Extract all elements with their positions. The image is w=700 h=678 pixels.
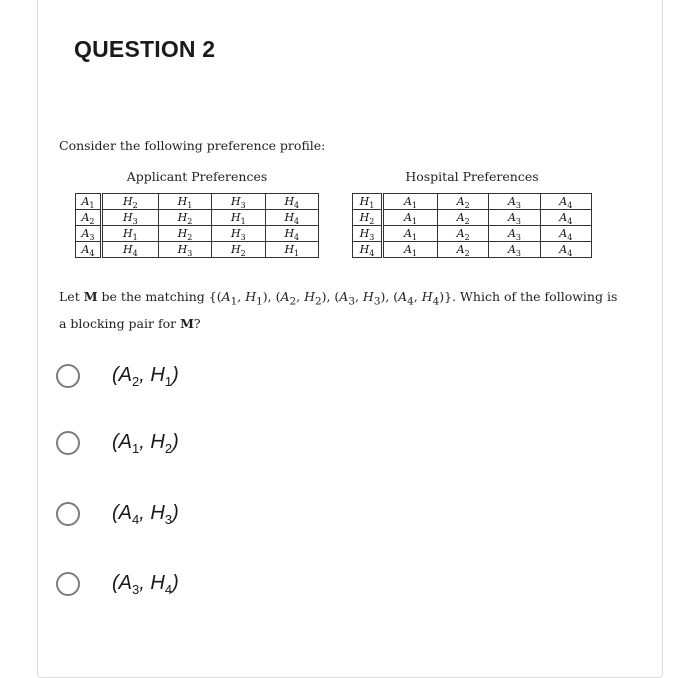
- applicant-cell: $H_3$: [102, 210, 159, 226]
- applicant-cell: $H_2$: [212, 242, 265, 258]
- hospital-table-caption: Hospital Preferences: [405, 169, 539, 184]
- hospital-row: [353, 194, 592, 210]
- applicant-cell: $H_1$: [265, 242, 318, 258]
- question-title: QUESTION 2: [74, 36, 216, 62]
- applicant-cell: $H_4$: [102, 242, 159, 258]
- hospital-cell: $H_1$: [353, 194, 383, 210]
- answer-option-4[interactable]: [56, 569, 179, 599]
- applicant-cell: $H_1$: [212, 210, 265, 226]
- applicant-row: [76, 226, 319, 242]
- applicant-cell: $H_3$: [212, 194, 265, 210]
- applicant-row: [76, 210, 319, 226]
- question-end: ?: [193, 315, 201, 331]
- applicant-cell: $H_4$: [265, 210, 318, 226]
- answer-option-2[interactable]: [56, 428, 179, 458]
- question-mid: be the matching {($A_1$, $H_1$), ($A_2$, $H_2$), ($A_3$, $H_3$), ($A_4$, $H_4$)}. Which of the following is a blocking pair for: [59, 289, 618, 331]
- matching-symbol-2: M: [180, 315, 194, 331]
- answer-option-label: ($A_2$, $H_1$): [112, 363, 179, 389]
- intro-text: Consider the following preference profile:: [59, 138, 326, 153]
- applicant-cell: $A_4$: [76, 242, 102, 258]
- hospital-cell: $A_3$: [489, 210, 540, 226]
- hospital-cell: $A_4$: [540, 194, 591, 210]
- applicant-row: [76, 242, 319, 258]
- hospital-cell: $A_3$: [489, 194, 540, 210]
- question-pre: Let: [59, 289, 80, 304]
- applicant-cell: $A_1$: [76, 194, 102, 210]
- applicant-cell: $A_3$: [76, 226, 102, 242]
- answer-option-1[interactable]: [56, 361, 179, 391]
- answer-option-3[interactable]: [56, 499, 179, 529]
- hospital-cell: $A_1$: [383, 194, 438, 210]
- hospital-cell: $A_4$: [540, 226, 591, 242]
- hospital-cell: $A_2$: [437, 226, 488, 242]
- hospital-cell: $A_2$: [437, 210, 488, 226]
- applicant-cell: $H_1$: [158, 194, 211, 210]
- hospital-cell: $A_1$: [383, 226, 438, 242]
- hospital-row: [353, 210, 592, 226]
- hospital-cell: $A_2$: [437, 242, 488, 258]
- applicant-cell: $A_2$: [76, 210, 102, 226]
- radio-circle-icon[interactable]: [56, 572, 80, 596]
- hospital-row: [353, 226, 592, 242]
- applicant-cell: $H_2$: [158, 226, 211, 242]
- answer-option-label: ($A_4$, $H_3$): [112, 501, 179, 527]
- question-text: [59, 286, 619, 335]
- applicant-row: [76, 194, 319, 210]
- matching-symbol: M: [83, 289, 98, 304]
- hospital-cell: $A_1$: [383, 210, 438, 226]
- applicant-cell: $H_4$: [265, 226, 318, 242]
- applicant-preferences-table: [75, 193, 319, 258]
- applicant-cell: $H_3$: [212, 226, 265, 242]
- hospital-cell: $A_1$: [383, 242, 438, 258]
- hospital-cell: $H_2$: [353, 210, 383, 226]
- hospital-cell: $A_3$: [489, 242, 540, 258]
- hospital-cell: $A_2$: [437, 194, 488, 210]
- answer-option-label: ($A_1$, $H_2$): [112, 430, 179, 456]
- applicant-cell: $H_1$: [102, 226, 159, 242]
- hospital-row: [353, 242, 592, 258]
- applicant-cell: $H_2$: [102, 194, 159, 210]
- applicant-cell: $H_2$: [158, 210, 211, 226]
- applicant-table-caption: Applicant Preferences: [126, 169, 268, 184]
- hospital-cell: $A_4$: [540, 242, 591, 258]
- answer-option-label: ($A_3$, $H_4$): [112, 571, 179, 597]
- hospital-cell: $H_4$: [353, 242, 383, 258]
- applicant-cell: $H_3$: [158, 242, 211, 258]
- hospital-cell: $H_3$: [353, 226, 383, 242]
- hospital-cell: $A_4$: [540, 210, 591, 226]
- hospital-cell: $A_3$: [489, 226, 540, 242]
- applicant-cell: $H_4$: [265, 194, 318, 210]
- hospital-preferences-table: [352, 193, 592, 258]
- radio-circle-icon[interactable]: [56, 364, 80, 388]
- radio-circle-icon[interactable]: [56, 502, 80, 526]
- radio-circle-icon[interactable]: [56, 431, 80, 455]
